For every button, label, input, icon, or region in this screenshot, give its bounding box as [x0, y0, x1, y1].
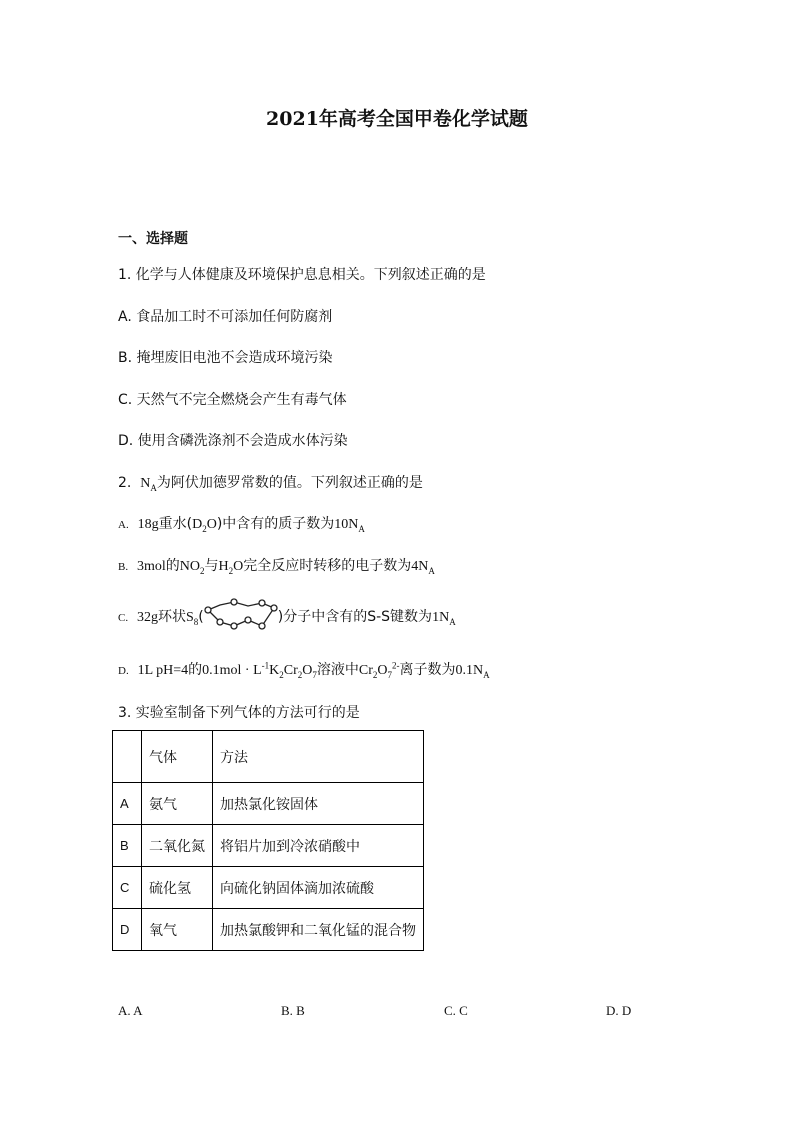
q2-option-c [118, 606, 456, 627]
conc-main: 0.1mol · L [202, 663, 262, 678]
sub: 2 [200, 565, 205, 576]
value [432, 610, 456, 625]
table-cell: D [113, 909, 142, 951]
table-cell: B [113, 825, 142, 867]
o: O [302, 663, 313, 678]
sub: A [483, 669, 490, 680]
value-main: 10N [334, 517, 359, 532]
option-letter: B. [118, 561, 129, 573]
q3-answer-c: C. C [444, 1003, 468, 1018]
table-cell: 向硫化钠固体滴加浓硫酸 [213, 867, 424, 909]
q2-option-b [118, 555, 435, 576]
o: O [377, 663, 388, 678]
o-letter: O [206, 517, 217, 532]
table-cell: 加热氯酸钾和二氧化锰的混合物 [213, 909, 424, 951]
na-letter: N [140, 476, 151, 491]
text: 重水( [158, 516, 193, 532]
value-main: 1N [432, 610, 450, 625]
h: H [218, 559, 229, 574]
gas-method-table [112, 730, 424, 951]
q3-answer-d: D. D [606, 1003, 632, 1018]
q3-answer-b: B. B [281, 1003, 305, 1018]
q1-option-b: B. 掩埋废旧电池不会造成环境污染 [118, 350, 333, 366]
s8-ring-structure-icon [204, 598, 278, 634]
no: NO [179, 559, 201, 574]
q1-option-d: D. 使用含磷洗涤剂不会造成水体污染 [118, 433, 348, 449]
paren-left: ( [198, 609, 204, 625]
formula-no2 [180, 559, 205, 574]
amount: 3mol [137, 559, 166, 574]
sub: 7 [387, 669, 393, 680]
table-header-row [113, 731, 424, 783]
table-header-cell: 气体 [142, 731, 213, 783]
section-heading: 一、选择题 [118, 231, 188, 247]
text: 离子数为 [399, 662, 456, 678]
sub: 2 [372, 669, 378, 680]
text: 的 [165, 558, 180, 574]
value [456, 663, 490, 678]
table-row [113, 867, 424, 909]
text: 完全反应时转移的电子数为 [243, 558, 412, 574]
q2-option-d [118, 659, 490, 680]
page-title: 2021年高考全国甲卷化学试题 [266, 108, 528, 130]
q2-number: 2. [118, 475, 132, 491]
value-main: 4N [411, 559, 429, 574]
table-cell: C [113, 867, 142, 909]
ion-cr2o7 [358, 660, 400, 680]
volume-ph: 1L pH=4 [137, 663, 189, 678]
option-letter: C. [118, 612, 129, 624]
q1-option-c: C. 天然气不完全燃烧会产生有毒气体 [118, 392, 347, 408]
formula-d2o [192, 517, 217, 532]
table-header-cell [113, 731, 142, 783]
concentration [202, 660, 270, 678]
formula-s8 [186, 610, 198, 625]
table-cell: 氨气 [142, 783, 213, 825]
table-cell: 硫化氢 [142, 867, 213, 909]
text: )中含有的质子数为 [216, 516, 335, 532]
table-header-cell: 方法 [213, 731, 424, 783]
value [334, 517, 365, 532]
sub: A [428, 565, 435, 576]
q2-option-a [118, 513, 365, 534]
table-row [113, 783, 424, 825]
q1-stem: 1. 化学与人体健康及环境保护息息相关。下列叙述正确的是 [118, 267, 486, 283]
sub: 2 [279, 669, 284, 680]
text: 环状 [158, 609, 186, 625]
table-cell: 二氧化氮 [142, 825, 213, 867]
d-letter: D [192, 517, 203, 532]
value-main: 0.1N [455, 663, 484, 678]
charge: 2- [392, 660, 400, 671]
text: 溶液中 [316, 662, 359, 678]
table-cell: 氧气 [142, 909, 213, 951]
sub: A [358, 523, 365, 534]
sup: -1 [261, 660, 270, 671]
table-cell: 加热氯化铵固体 [213, 783, 424, 825]
cr: Cr [358, 663, 373, 678]
table-cell: A [113, 783, 142, 825]
sub: 2 [202, 523, 207, 534]
s: S [186, 610, 194, 625]
o: O [233, 559, 244, 574]
mass: 18g [137, 517, 159, 532]
text: 与 [204, 558, 219, 574]
sub: 2 [228, 565, 234, 576]
table-cell: 将铝片加到冷浓硝酸中 [213, 825, 424, 867]
na-subscript: A [150, 482, 157, 493]
q2-stem [118, 472, 423, 493]
formula-k2cr2o7 [269, 663, 317, 678]
formula-h2o [219, 559, 244, 574]
q2-na-symbol [140, 476, 157, 491]
sub: A [449, 616, 456, 627]
q1-option-a: A. 食品加工时不可添加任何防腐剂 [118, 309, 333, 325]
q3-answer-a: A. A [118, 1003, 143, 1018]
q2-stem-text: 为阿伏加德罗常数的值。下列叙述正确的是 [156, 475, 423, 491]
q3-stem: 3. 实验室制备下列气体的方法可行的是 [118, 705, 360, 721]
table-row [113, 825, 424, 867]
sub: 8 [193, 616, 199, 627]
text: 的 [188, 662, 203, 678]
cr: Cr [283, 663, 298, 678]
option-letter: D. [118, 665, 129, 677]
option-letter: A. [118, 519, 129, 531]
value [411, 559, 435, 574]
sub: 7 [312, 669, 317, 680]
sub: 2 [297, 669, 303, 680]
k: K [269, 663, 280, 678]
paren-right: ) [277, 609, 284, 625]
text: 分子中含有的S-S键数为 [283, 609, 433, 625]
mass: 32g [137, 610, 158, 625]
table-row [113, 909, 424, 951]
